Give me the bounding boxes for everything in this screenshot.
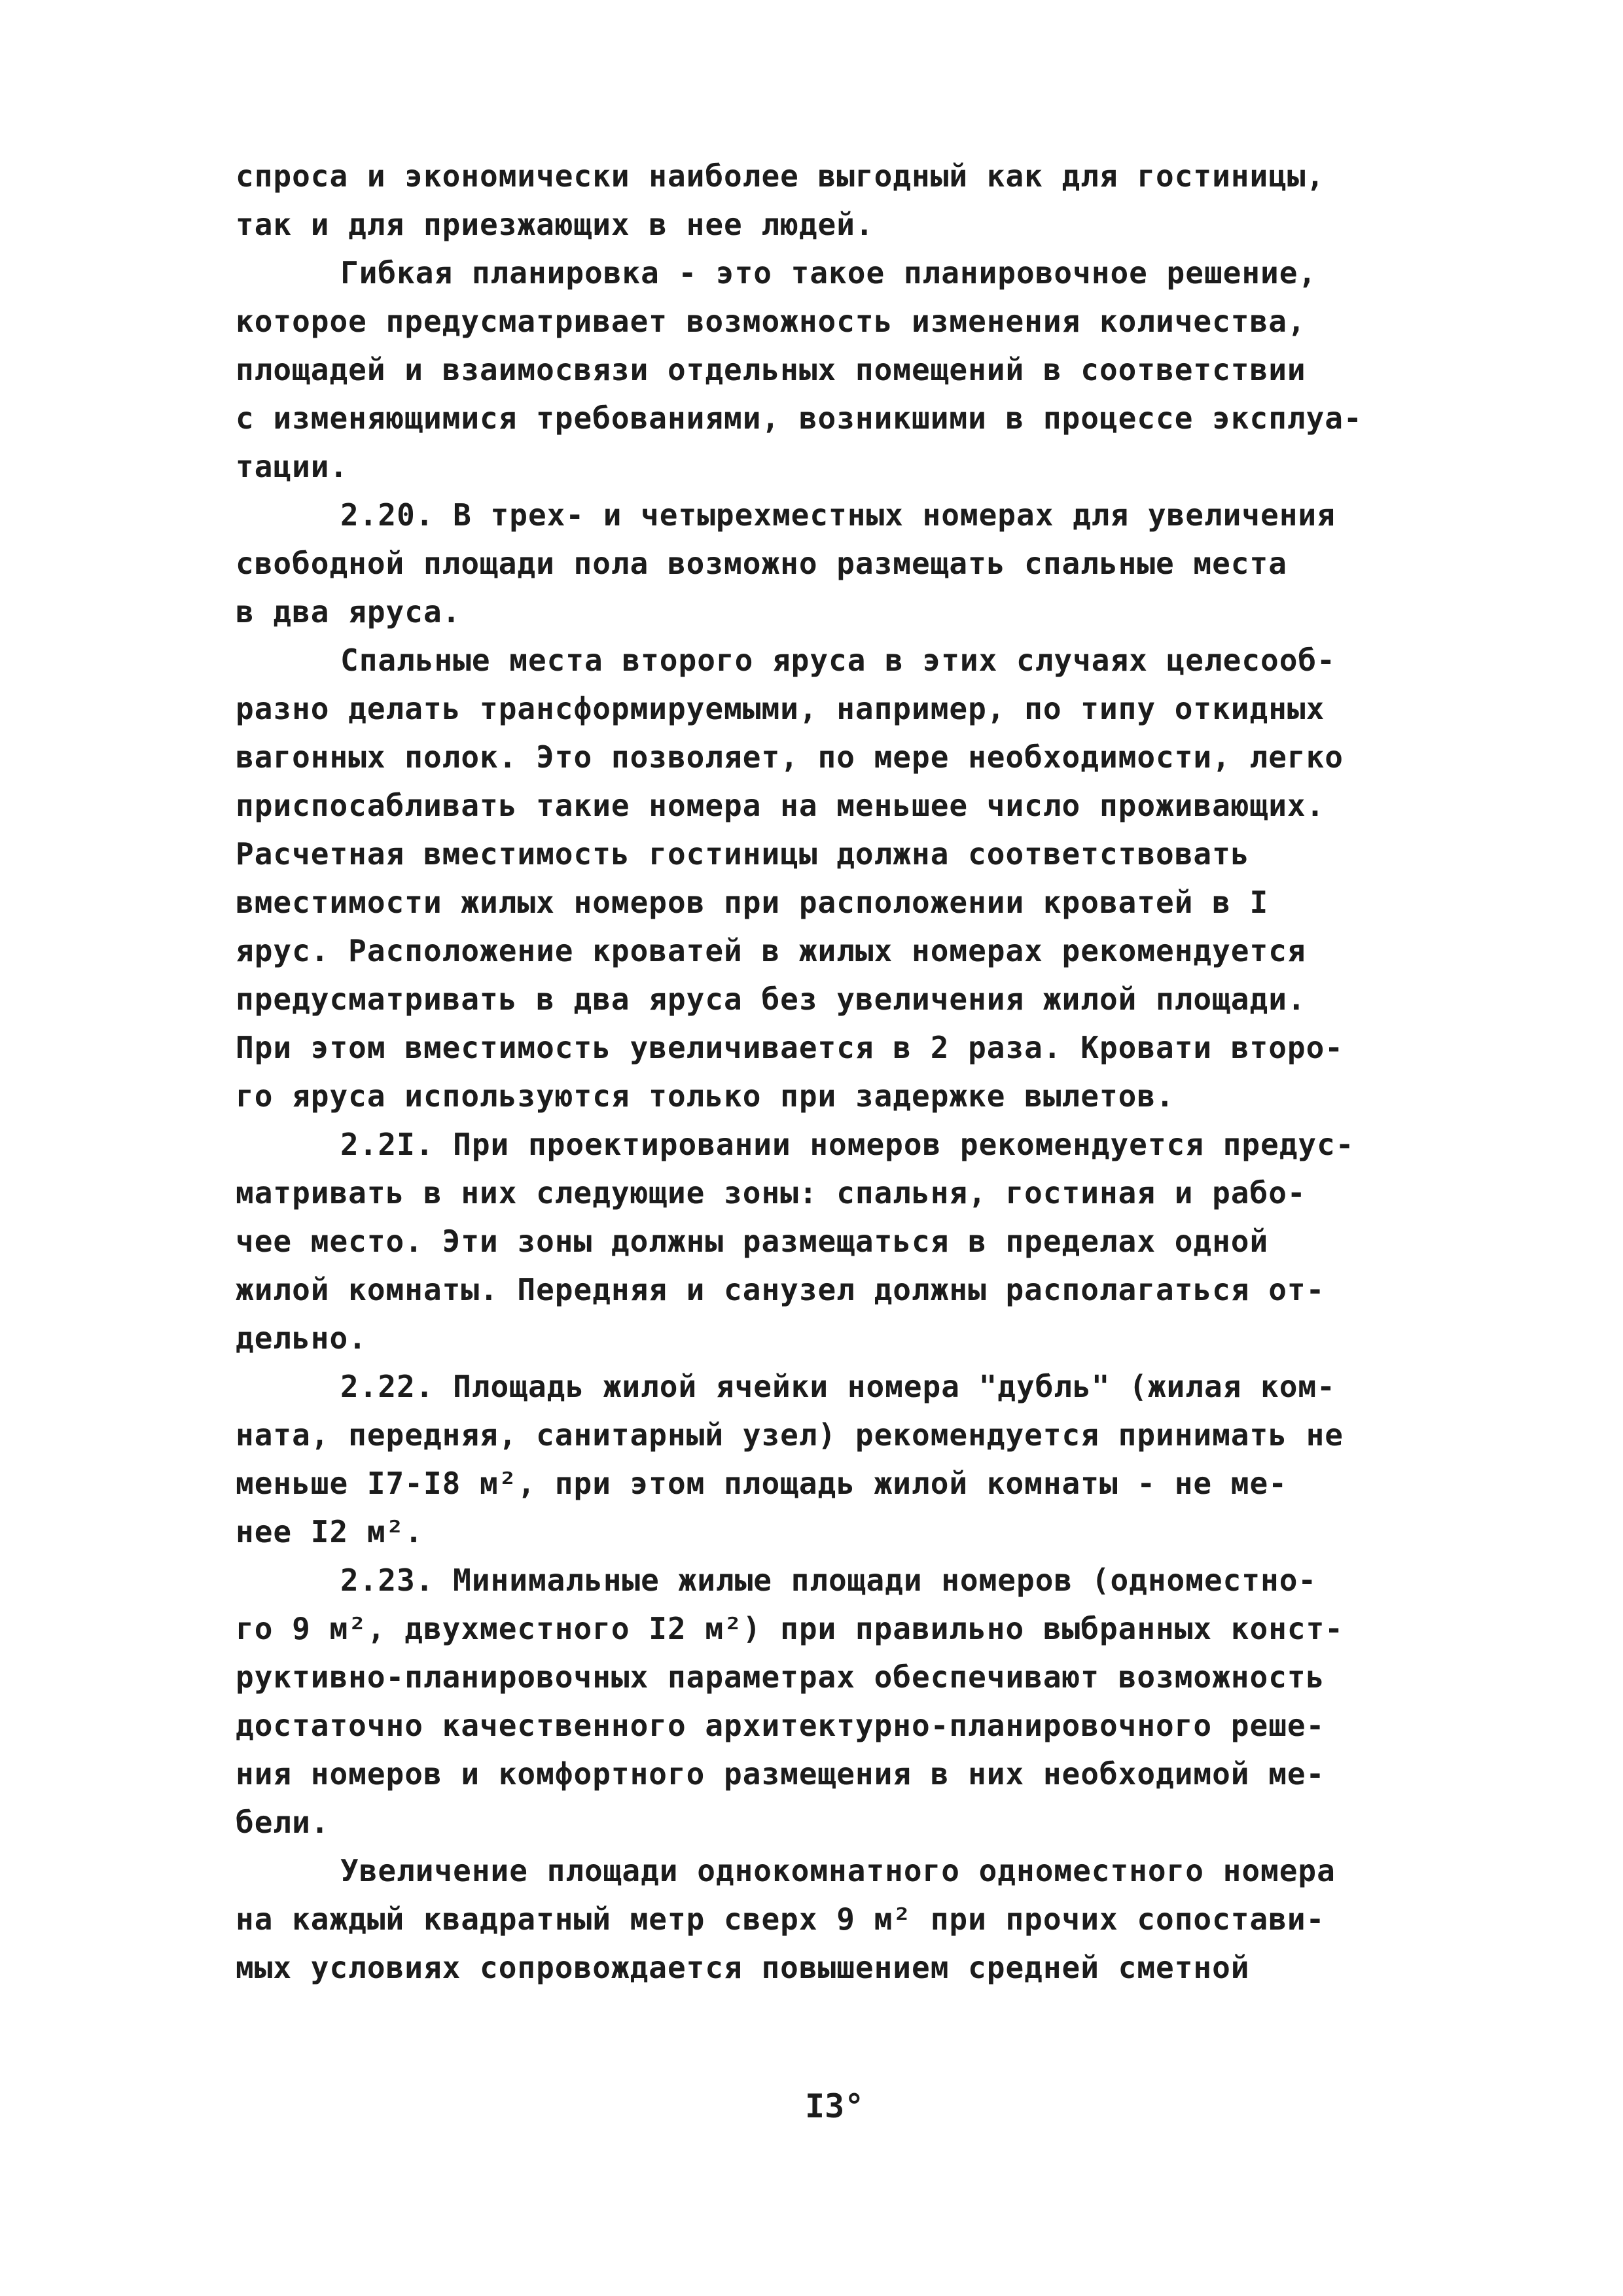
text-line: так и для приезжающих в нее людей. (236, 207, 874, 242)
text-line: вагонных полок. Это позволяет, по мере необходимости, легко (236, 739, 1344, 775)
text-line: 2.2I. При проектировании номеров рекомендуется предус- (340, 1127, 1355, 1162)
document-body (236, 152, 1453, 1992)
text-line: 2.20. В трех- и четырехместных номерах для увеличения (340, 497, 1336, 533)
text-line: руктивно-планировочных параметрах обеспечивают возможность (236, 1659, 1325, 1695)
text-line: нее I2 м². (236, 1514, 423, 1549)
page-number: I3° (805, 2087, 865, 2125)
text-line: мых условиях сопровождается повышением средней сметной (236, 1950, 1250, 1985)
text-line: Гибкая планировка - это такое планировочное решение, (340, 255, 1317, 291)
text-line: разно делать трансформируемыми, например, по типу откидных (236, 691, 1325, 726)
text-line: меньше I7-I8 м², при этом площадь жилой комнаты - не ме- (236, 1466, 1287, 1501)
text-line: дельно. (236, 1320, 367, 1356)
text-line: достаточно качественного архитектурно-планировочного реше- (236, 1708, 1325, 1743)
text-line: жилой комнаты. Передняя и санузел должны располагаться от- (236, 1272, 1325, 1307)
text-line: 2.22. Площадь жилой ячейки номера "дубль" (жилая ком- (340, 1369, 1336, 1404)
text-line: приспосабливать такие номера на меньшее число проживающих. (236, 788, 1325, 823)
text-line: ярус. Расположение кроватей в жилых номерах рекомендуется (236, 933, 1306, 968)
text-line: При этом вместимость увеличивается в 2 раза. Кровати второ- (236, 1030, 1344, 1065)
text-line: в два яруса. (236, 594, 461, 629)
text-line: бели. (236, 1805, 330, 1840)
text-line: ния номеров и комфортного размещения в них необходимой ме- (236, 1756, 1325, 1792)
text-line: предусматривать в два яруса без увеличения жилой площади. (236, 981, 1306, 1017)
text-line: матривать в них следующие зоны: спальня, гостиная и рабо- (236, 1175, 1306, 1210)
text-line: го яруса используются только при задержке вылетов. (236, 1078, 1175, 1114)
text-line: свободной площади пола возможно размещать спальные места (236, 546, 1287, 581)
text-line: го 9 м², двухместного I2 м²) при правильно выбранных конст- (236, 1611, 1344, 1646)
text-line: которое предусматривает возможность изменения количества, (236, 304, 1306, 339)
text-line: 2.23. Минимальные жилые площади номеров (одноместно- (340, 1563, 1317, 1598)
text-line: Спальные места второго яруса в этих случаях целесооб- (340, 643, 1336, 678)
text-line: площадей и взаимосвязи отдельных помещений в соответствии (236, 352, 1306, 387)
text-line: ната, передняя, санитарный узел) рекомендуется принимать не (236, 1417, 1344, 1453)
text-line: вместимости жилых номеров при расположении кроватей в I (236, 885, 1269, 920)
text-line: тации. (236, 449, 349, 484)
text-line: спроса и экономически наиболее выгодный как для гостиницы, (236, 158, 1325, 194)
text-line: с изменяющимися требованиями, возникшими в процессе эксплуа- (236, 400, 1363, 436)
text-line: Расчетная вместимость гостиницы должна соответствовать (236, 836, 1250, 872)
text-line: на каждый квадратный метр сверх 9 м² при прочих сопостави- (236, 1901, 1325, 1937)
text-line: чее место. Эти зоны должны размещаться в пределах одной (236, 1224, 1269, 1259)
text-line: Увеличение площади однокомнатного одноместного номера (340, 1853, 1336, 1888)
